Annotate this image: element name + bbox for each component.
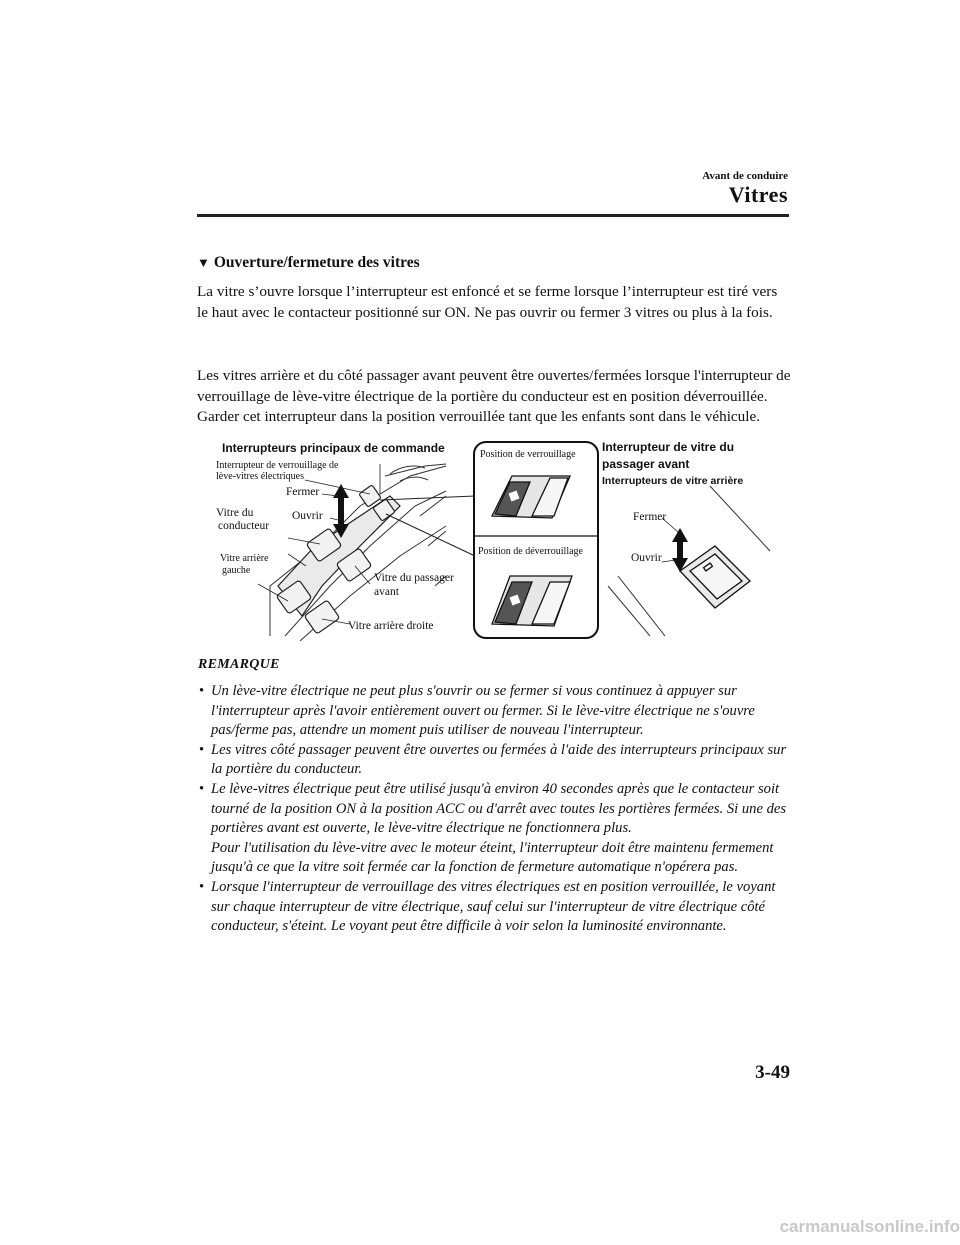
label-passenger-switch-line2: passager avant xyxy=(602,457,690,471)
label-rear-left-line1: Vitre arrière xyxy=(220,553,269,564)
body-paragraph-1: La vitre s’ouvre lorsque l’interrupteur est enfoncé et se ferme lorsque l’interrupteur est tiré vers le haut avec le contacteur positionné sur ON. Ne pas ouvrir ou fermer 3 vitres ou plus à la fois. xyxy=(197,283,778,321)
label-main-switches: Interrupteurs principaux de commande xyxy=(222,441,445,455)
label-lock-position: Position de verrouillage xyxy=(480,449,576,460)
label-driver-window-line2: conducteur xyxy=(218,520,270,532)
remarque-item-text: Lorsque l'interrupteur de verrouillage des vitres électriques est en position verrouillée, le voyant sur chaque interrupteur de vitre électrique, sauf celui sur l'interrupteur de vitre électrique côté conducteur, s'éteint. Le voyant peut être difficile à voir selon la luminosité environnante. xyxy=(211,878,776,935)
header-rule xyxy=(197,214,789,217)
remarque-item xyxy=(197,682,797,741)
remarque-title: REMARQUE xyxy=(198,657,280,672)
remarque-item xyxy=(197,878,797,937)
label-rear-right: Vitre arrière droite xyxy=(348,620,434,632)
label-lock-switch-line2: lève-vitres électriques xyxy=(216,471,305,482)
section-marker-icon: ▼ xyxy=(197,255,210,270)
section-heading-text: Ouverture/fermeture des vitres xyxy=(213,254,420,271)
label-rear-left-line2: gauche xyxy=(222,565,251,576)
remarque-item-text: Un lève-vitre électrique ne peut plus s'ouvrir ou se fermer si vous continuez à appuyer sur l'interrupteur après l'avoir entièrement ouvert ou fermer. Si le lève-vitre électrique ne s'ouvre pas/ferme pas, attendre un moment puis utiliser de nouveau l'interrupteur. xyxy=(211,683,755,739)
bullet-icon: • xyxy=(199,780,205,797)
page-number: 3-49 xyxy=(755,1062,790,1083)
remarque-list xyxy=(197,682,797,937)
bullet-icon: • xyxy=(199,878,205,895)
label-front-passenger-line2: avant xyxy=(374,586,399,598)
label-passenger-switch-line1: Interrupteur de vitre du xyxy=(602,440,735,454)
label-rear-switches: Interrupteurs de vitre arrière xyxy=(602,475,744,487)
label-open-right: Ouvrir xyxy=(631,552,662,564)
remarque-item xyxy=(197,741,797,780)
open-close-arrow-right-icon xyxy=(672,528,688,572)
label-close: Fermer xyxy=(286,486,320,498)
running-header-section: Avant de conduire xyxy=(702,170,788,182)
label-lock-switch-line1: Interrupteur de verrouillage de xyxy=(216,460,339,471)
body-paragraph-2: Les vitres arrière et du côté passager avant peuvent être ouvertes/fermées lorsque l'interrupteur de verrouillage de lève-vitre électrique de la portière du conducteur est en position déverrouillée. Garder cet interrupteur dans la position verrouillée tant que les enfants sont dans le véhicule. xyxy=(197,367,791,425)
remarque-item-extra: Pour l'utilisation du lève-vitre avec le moteur éteint, l'interrupteur doit être maintenu fermement jusqu'à ce que la vitre soit fermée car la fonction de fermeture automatique n'opérera pas. xyxy=(211,839,774,876)
running-header-title: Vitres xyxy=(728,182,788,207)
section-heading xyxy=(197,254,420,272)
remarque-item xyxy=(197,780,797,878)
bullet-icon: • xyxy=(199,683,205,699)
window-switch-figure xyxy=(210,436,780,641)
label-unlock-position: Position de déverrouillage xyxy=(478,546,583,557)
bullet-icon: • xyxy=(199,741,205,758)
label-open: Ouvrir xyxy=(292,510,323,522)
remarque-item-text: Les vitres côté passager peuvent être ouvertes ou fermées à l'aide des interrupteurs principaux sur la portière du conducteur. xyxy=(211,741,787,778)
remarque-item-text: Le lève-vitres électrique peut être utilisé jusqu'à environ 40 secondes après que le contacteur soit tourné de la position ON à la position ACC ou d'arrêt avec toutes les portières fermées. Si une des portières avant est ouverte, le lève-vitre électrique ne fonctionnera plus. xyxy=(211,780,787,837)
label-driver-window-line1: Vitre du xyxy=(216,507,254,519)
watermark: carmanualsonline.info xyxy=(779,1217,960,1236)
passenger-window-switch-closeup xyxy=(680,546,750,608)
label-close-right: Fermer xyxy=(633,511,667,523)
label-front-passenger-line1: Vitre du passager xyxy=(374,572,454,584)
